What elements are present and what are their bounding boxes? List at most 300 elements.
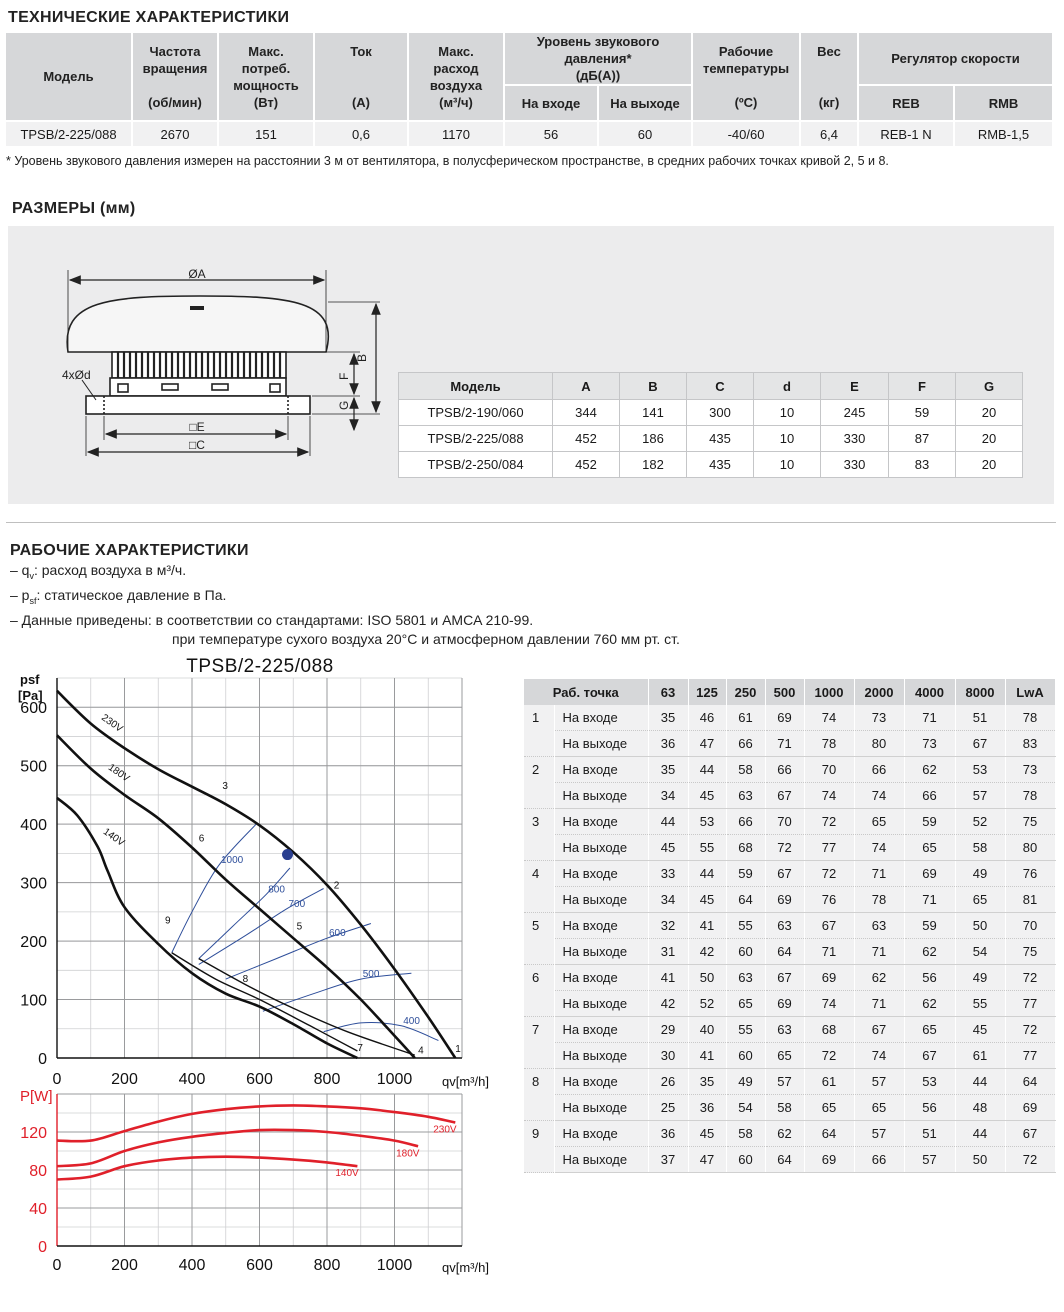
power-y-axis-label: P[W] xyxy=(20,1088,53,1105)
y-tick-label: 0 xyxy=(38,1051,47,1068)
noise-point-number: 3 xyxy=(524,809,554,861)
spec-cell: 2670 xyxy=(132,121,218,146)
noise-cell: 63 xyxy=(726,783,765,809)
operating-point-label: 2 xyxy=(333,880,340,892)
noise-cell: 57 xyxy=(765,1069,804,1095)
noise-cell: 67 xyxy=(1005,1121,1055,1147)
noise-cell: 62 xyxy=(854,965,904,991)
noise-outlet-label: На выходе xyxy=(554,835,648,861)
noise-cell: 64 xyxy=(765,1147,804,1173)
power-y-tick-label: 80 xyxy=(29,1163,47,1180)
noise-cell: 59 xyxy=(904,809,955,835)
noise-cell: 76 xyxy=(1005,861,1055,887)
noise-cell: 55 xyxy=(726,1017,765,1043)
noise-cell: 49 xyxy=(955,861,1005,887)
noise-cell: 63 xyxy=(854,913,904,939)
noise-cell: 65 xyxy=(765,1043,804,1069)
efficiency-label: 800 xyxy=(268,884,285,896)
y-tick-label: 500 xyxy=(20,758,47,776)
noise-cell: 45 xyxy=(688,1121,726,1147)
dim-cell: 300 xyxy=(687,400,754,426)
noise-cell: 49 xyxy=(726,1069,765,1095)
noise-cell: 52 xyxy=(955,809,1005,835)
noise-cell: 44 xyxy=(648,809,688,835)
performance-heading: РАБОЧИЕ ХАРАКТЕРИСТИКИ xyxy=(10,542,249,559)
noise-cell: 73 xyxy=(904,731,955,757)
fan-drawing xyxy=(0,0,400,520)
spec-header-regulator: Регулятор скорости xyxy=(858,33,1052,85)
dim-cell: TPSB/2-190/060 xyxy=(399,400,553,426)
noise-cell: 42 xyxy=(688,939,726,965)
dim-cell: TPSB/2-225/088 xyxy=(399,426,553,452)
noise-cell: 72 xyxy=(1005,1147,1055,1173)
spec-cell: RMB-1,5 xyxy=(954,121,1052,146)
noise-col: Раб. точка xyxy=(524,679,648,705)
noise-cell: 69 xyxy=(765,705,804,731)
noise-outlet-label: На выходе xyxy=(554,1043,648,1069)
noise-cell: 67 xyxy=(854,1017,904,1043)
dim-cell: TPSB/2-250/084 xyxy=(399,452,553,478)
dim-label-c: □C xyxy=(189,438,205,452)
efficiency-label: 500 xyxy=(362,969,380,981)
curve-label: 180V xyxy=(105,762,132,785)
spec-cell: 0,6 xyxy=(314,121,408,146)
noise-cell: 46 xyxy=(688,705,726,731)
efficiency-curve xyxy=(324,1023,439,1041)
dim-col: Модель xyxy=(399,373,553,400)
noise-inlet-label: На входе xyxy=(554,965,648,991)
x-tick-label: 0 xyxy=(52,1071,62,1088)
y-axis-label-top: psf xyxy=(20,672,40,687)
x-tick-label: 400 xyxy=(178,1071,206,1088)
noise-cell: 58 xyxy=(955,835,1005,861)
dim-cell: 59 xyxy=(889,400,956,426)
spec-header-model: Модель xyxy=(6,33,132,121)
noise-point-number: 1 xyxy=(524,705,554,757)
noise-cell: 61 xyxy=(726,705,765,731)
noise-cell: 71 xyxy=(854,991,904,1017)
table-row xyxy=(524,861,1055,887)
noise-cell: 75 xyxy=(1005,939,1055,965)
dim-col: E xyxy=(821,373,889,400)
noise-cell: 60 xyxy=(726,1147,765,1173)
noise-cell: 41 xyxy=(688,913,726,939)
noise-cell: 25 xyxy=(648,1095,688,1121)
noise-cell: 72 xyxy=(1005,965,1055,991)
power-curve-label: 140V xyxy=(335,1168,359,1180)
table-row xyxy=(399,400,1023,426)
noise-cell: 73 xyxy=(854,705,904,731)
power-y-tick-label: 0 xyxy=(38,1239,47,1256)
spec-header-sound-out: На выходе xyxy=(598,85,692,121)
noise-cell: 65 xyxy=(904,1017,955,1043)
noise-cell: 53 xyxy=(955,757,1005,783)
curve-label: 230V xyxy=(99,712,125,735)
noise-cell: 57 xyxy=(854,1121,904,1147)
noise-cell: 78 xyxy=(804,731,854,757)
noise-cell: 72 xyxy=(804,861,854,887)
noise-point-number: 6 xyxy=(524,965,554,1017)
noise-cell: 71 xyxy=(904,705,955,731)
noise-cell: 35 xyxy=(648,705,688,731)
noise-cell: 67 xyxy=(804,913,854,939)
noise-cell: 78 xyxy=(1005,705,1055,731)
y-tick-label: 600 xyxy=(20,700,47,718)
table-row xyxy=(399,452,1023,478)
noise-cell: 74 xyxy=(804,705,854,731)
dim-cell: 20 xyxy=(956,452,1023,478)
noise-cell: 69 xyxy=(765,991,804,1017)
noise-cell: 44 xyxy=(688,757,726,783)
spec-header-sound-in: На входе xyxy=(504,85,598,121)
noise-col: LwA xyxy=(1005,679,1055,705)
noise-inlet-label: На входе xyxy=(554,861,648,887)
system-curve xyxy=(199,959,415,1055)
spec-cell: 60 xyxy=(598,121,692,146)
noise-col: 63 xyxy=(648,679,688,705)
noise-cell: 34 xyxy=(648,887,688,913)
noise-cell: 69 xyxy=(804,965,854,991)
noise-table xyxy=(524,679,1056,1173)
noise-cell: 81 xyxy=(1005,887,1055,913)
noise-cell: 71 xyxy=(765,731,804,757)
table-row xyxy=(524,1017,1055,1043)
noise-cell: 56 xyxy=(904,965,955,991)
noise-cell: 62 xyxy=(904,939,955,965)
noise-col: 125 xyxy=(688,679,726,705)
noise-cell: 67 xyxy=(765,783,804,809)
table-row xyxy=(524,1095,1055,1121)
noise-cell: 64 xyxy=(765,939,804,965)
noise-cell: 62 xyxy=(904,757,955,783)
spec-cell: 6,4 xyxy=(800,121,858,146)
x-tick-label: 600 xyxy=(246,1071,273,1088)
dim-cell: 141 xyxy=(620,400,687,426)
noise-cell: 73 xyxy=(1005,757,1055,783)
power-y-tick-label: 40 xyxy=(29,1201,47,1218)
efficiency-label: 400 xyxy=(403,1015,420,1027)
noise-cell: 45 xyxy=(955,1017,1005,1043)
noise-cell: 58 xyxy=(726,757,765,783)
dim-cell: 87 xyxy=(889,426,956,452)
fan-dome xyxy=(67,296,328,352)
noise-cell: 42 xyxy=(648,991,688,1017)
dim-cell: 186 xyxy=(620,426,687,452)
power-curve-230V xyxy=(57,1105,455,1141)
noise-cell: 80 xyxy=(1005,835,1055,861)
noise-cell: 74 xyxy=(804,783,854,809)
noise-cell: 50 xyxy=(688,965,726,991)
fan-base-plate xyxy=(86,396,310,414)
noise-cell: 33 xyxy=(648,861,688,887)
dim-cell: 245 xyxy=(821,400,889,426)
table-row xyxy=(524,835,1055,861)
noise-cell: 74 xyxy=(854,835,904,861)
noise-outlet-label: На выходе xyxy=(554,783,648,809)
operating-point-label: 4 xyxy=(418,1045,424,1057)
noise-cell: 34 xyxy=(648,783,688,809)
power-x-tick-label: 400 xyxy=(178,1257,206,1274)
noise-cell: 71 xyxy=(904,887,955,913)
noise-cell: 26 xyxy=(648,1069,688,1095)
efficiency-label: 1000 xyxy=(221,855,244,867)
noise-cell: 67 xyxy=(955,731,1005,757)
system-curve xyxy=(172,953,358,1051)
dim-label-g: G xyxy=(337,400,351,410)
noise-cell: 51 xyxy=(955,705,1005,731)
dim-cell: 452 xyxy=(553,426,620,452)
noise-cell: 45 xyxy=(688,783,726,809)
operating-point-label: 6 xyxy=(198,833,205,845)
noise-outlet-label: На выходе xyxy=(554,887,648,913)
noise-cell: 65 xyxy=(726,991,765,1017)
noise-point-number: 2 xyxy=(524,757,554,809)
spec-header-temp: Рабочие температуры (ºC) xyxy=(692,33,800,121)
noise-cell: 83 xyxy=(1005,731,1055,757)
noise-cell: 72 xyxy=(765,835,804,861)
noise-inlet-label: На входе xyxy=(554,1017,648,1043)
noise-cell: 66 xyxy=(904,783,955,809)
noise-point-number: 9 xyxy=(524,1121,554,1173)
dim-col: F xyxy=(889,373,956,400)
y-tick-label: 400 xyxy=(20,817,47,835)
dim-label-a: ØA xyxy=(188,267,206,281)
dim-cell: 20 xyxy=(956,426,1023,452)
noise-cell: 72 xyxy=(804,809,854,835)
noise-cell: 58 xyxy=(726,1121,765,1147)
noise-cell: 71 xyxy=(854,939,904,965)
noise-cell: 44 xyxy=(688,861,726,887)
dim-cell: 452 xyxy=(553,452,620,478)
table-row xyxy=(524,809,1055,835)
noise-cell: 70 xyxy=(765,809,804,835)
noise-cell: 68 xyxy=(726,835,765,861)
noise-cell: 45 xyxy=(688,887,726,913)
operating-point-label: 8 xyxy=(242,974,249,985)
noise-cell: 35 xyxy=(688,1069,726,1095)
noise-inlet-label: На входе xyxy=(554,913,648,939)
spec-cell: 1170 xyxy=(408,121,504,146)
noise-cell: 56 xyxy=(904,1095,955,1121)
noise-point-number: 7 xyxy=(524,1017,554,1069)
spec-header-sound: Уровень звукового давления* (дБ(А)) xyxy=(504,33,692,85)
noise-cell: 64 xyxy=(804,1121,854,1147)
operating-point-marker xyxy=(282,849,293,860)
noise-cell: 51 xyxy=(904,1121,955,1147)
noise-cell: 78 xyxy=(1005,783,1055,809)
table-row xyxy=(524,939,1055,965)
noise-cell: 40 xyxy=(688,1017,726,1043)
dim-col: G xyxy=(956,373,1023,400)
noise-cell: 36 xyxy=(688,1095,726,1121)
operating-point-label: 1 xyxy=(455,1044,461,1056)
spec-header-weight: Вес (кг) xyxy=(800,33,858,121)
noise-col: 2000 xyxy=(854,679,904,705)
dimensions-table xyxy=(398,372,1023,478)
power-x-tick-label: 800 xyxy=(313,1257,341,1274)
power-x-axis-label: qv[m³/h] xyxy=(442,1260,489,1275)
operating-point-label: 7 xyxy=(357,1042,363,1054)
noise-cell: 52 xyxy=(688,991,726,1017)
noise-point-number: 5 xyxy=(524,913,554,965)
dim-label-f: F xyxy=(337,372,351,380)
table-row xyxy=(524,731,1055,757)
efficiency-label: 600 xyxy=(329,928,346,940)
noise-cell: 62 xyxy=(904,991,955,1017)
noise-inlet-label: На входе xyxy=(554,705,648,731)
noise-cell: 47 xyxy=(688,731,726,757)
noise-cell: 63 xyxy=(765,1017,804,1043)
noise-cell: 61 xyxy=(804,1069,854,1095)
efficiency-curve xyxy=(263,973,412,1011)
dim-cell: 10 xyxy=(754,426,821,452)
noise-cell: 41 xyxy=(688,1043,726,1069)
spec-cell: TPSB/2-225/088 xyxy=(6,121,132,146)
table-row xyxy=(524,757,1055,783)
noise-cell: 55 xyxy=(688,835,726,861)
noise-cell: 67 xyxy=(904,1043,955,1069)
noise-cell: 69 xyxy=(904,861,955,887)
y-axis-label-bottom: [Pa] xyxy=(18,688,43,703)
performance-chart xyxy=(0,650,520,1290)
noise-cell: 55 xyxy=(726,913,765,939)
noise-cell: 59 xyxy=(726,861,765,887)
noise-cell: 67 xyxy=(765,861,804,887)
efficiency-curve xyxy=(172,824,256,953)
noise-cell: 30 xyxy=(648,1043,688,1069)
specs-heading: ТЕХНИЧЕСКИЕ ХАРАКТЕРИСТИКИ xyxy=(8,9,290,26)
noise-cell: 58 xyxy=(765,1095,804,1121)
noise-cell: 59 xyxy=(904,913,955,939)
y-tick-label: 100 xyxy=(20,992,47,1010)
noise-cell: 71 xyxy=(854,861,904,887)
dimensions-heading: РАЗМЕРЫ (мм) xyxy=(12,200,136,217)
power-y-tick-label: 120 xyxy=(20,1125,47,1142)
noise-cell: 61 xyxy=(955,1043,1005,1069)
noise-cell: 64 xyxy=(1005,1069,1055,1095)
x-tick-label: 800 xyxy=(313,1071,341,1088)
noise-cell: 50 xyxy=(955,913,1005,939)
power-x-tick-label: 600 xyxy=(246,1257,273,1274)
noise-cell: 71 xyxy=(804,939,854,965)
spec-header-current: Ток (А) xyxy=(314,33,408,121)
curve-label: 140V xyxy=(100,826,127,849)
dim-cell: 330 xyxy=(821,452,889,478)
noise-cell: 35 xyxy=(648,757,688,783)
table-row xyxy=(524,783,1055,809)
noise-point-number: 4 xyxy=(524,861,554,913)
specs-footnote: * Уровень звукового давления измерен на расстоянии 3 м от вентилятора, в полусферическом пространстве, в средних рабочих точках кривой 2, 5 и 8. xyxy=(6,154,889,168)
spec-header-power: Макс. потреб. мощность (Вт) xyxy=(218,33,314,121)
dim-col: C xyxy=(687,373,754,400)
noise-inlet-label: На входе xyxy=(554,809,648,835)
noise-cell: 50 xyxy=(955,1147,1005,1173)
noise-cell: 69 xyxy=(804,1147,854,1173)
efficiency-label: 700 xyxy=(288,898,306,910)
noise-cell: 65 xyxy=(955,887,1005,913)
power-curve-label: 180V xyxy=(396,1148,420,1160)
table-row xyxy=(524,991,1055,1017)
x-axis-label: qv[m³/h] xyxy=(442,1074,489,1089)
noise-cell: 44 xyxy=(955,1069,1005,1095)
operating-point-label: 9 xyxy=(165,915,171,927)
noise-cell: 68 xyxy=(804,1017,854,1043)
dim-cell: 435 xyxy=(687,426,754,452)
dim-label-b: B xyxy=(355,353,369,362)
noise-cell: 63 xyxy=(726,965,765,991)
noise-cell: 65 xyxy=(904,835,955,861)
noise-cell: 37 xyxy=(648,1147,688,1173)
noise-cell: 60 xyxy=(726,1043,765,1069)
noise-col: 8000 xyxy=(955,679,1005,705)
curve-line-230V xyxy=(57,691,455,1058)
table-row xyxy=(524,1121,1055,1147)
spec-header-rmb: RMB xyxy=(954,85,1052,121)
noise-col: 500 xyxy=(765,679,804,705)
noise-cell: 54 xyxy=(955,939,1005,965)
noise-cell: 53 xyxy=(688,809,726,835)
noise-cell: 49 xyxy=(955,965,1005,991)
noise-cell: 70 xyxy=(1005,913,1055,939)
noise-cell: 66 xyxy=(854,1147,904,1173)
dim-col: d xyxy=(754,373,821,400)
dim-cell: 10 xyxy=(754,452,821,478)
power-curve-label: 230V xyxy=(433,1124,457,1136)
noise-cell: 63 xyxy=(765,913,804,939)
noise-cell: 65 xyxy=(804,1095,854,1121)
section-divider xyxy=(6,522,1056,523)
noise-cell: 48 xyxy=(955,1095,1005,1121)
noise-cell: 66 xyxy=(726,731,765,757)
noise-cell: 57 xyxy=(904,1147,955,1173)
noise-inlet-label: На входе xyxy=(554,1121,648,1147)
noise-inlet-label: На входе xyxy=(554,757,648,783)
dimensions-header-row xyxy=(399,373,1023,400)
spec-cell: 151 xyxy=(218,121,314,146)
noise-cell: 69 xyxy=(765,887,804,913)
chart-title: TPSB/2-225/088 xyxy=(186,656,334,677)
noise-cell: 77 xyxy=(804,835,854,861)
noise-cell: 76 xyxy=(804,887,854,913)
noise-outlet-label: На выходе xyxy=(554,991,648,1017)
noise-cell: 74 xyxy=(854,1043,904,1069)
noise-cell: 72 xyxy=(1005,1017,1055,1043)
noise-cell: 57 xyxy=(854,1069,904,1095)
operating-point-label: 5 xyxy=(296,921,303,933)
table-row xyxy=(524,913,1055,939)
table-row xyxy=(524,965,1055,991)
power-x-tick-label: 0 xyxy=(52,1257,62,1274)
dim-cell: 344 xyxy=(553,400,620,426)
dim-col: B xyxy=(620,373,687,400)
noise-col: 4000 xyxy=(904,679,955,705)
noise-cell: 41 xyxy=(648,965,688,991)
performance-notes xyxy=(10,561,680,649)
dim-cell: 330 xyxy=(821,426,889,452)
noise-cell: 66 xyxy=(726,809,765,835)
noise-cell: 53 xyxy=(904,1069,955,1095)
dim-cell: 83 xyxy=(889,452,956,478)
noise-cell: 78 xyxy=(854,887,904,913)
noise-cell: 75 xyxy=(1005,809,1055,835)
noise-cell: 69 xyxy=(1005,1095,1055,1121)
noise-outlet-label: На выходе xyxy=(554,939,648,965)
spec-header-reb: REB xyxy=(858,85,954,121)
noise-outlet-label: На выходе xyxy=(554,1147,648,1173)
noise-outlet-label: На выходе xyxy=(554,731,648,757)
operating-point-label: 3 xyxy=(222,781,228,793)
perf-note-3: – Данные приведены: в соответствии со стандартами: ISO 5801 и AMCA 210-99. xyxy=(10,611,534,628)
